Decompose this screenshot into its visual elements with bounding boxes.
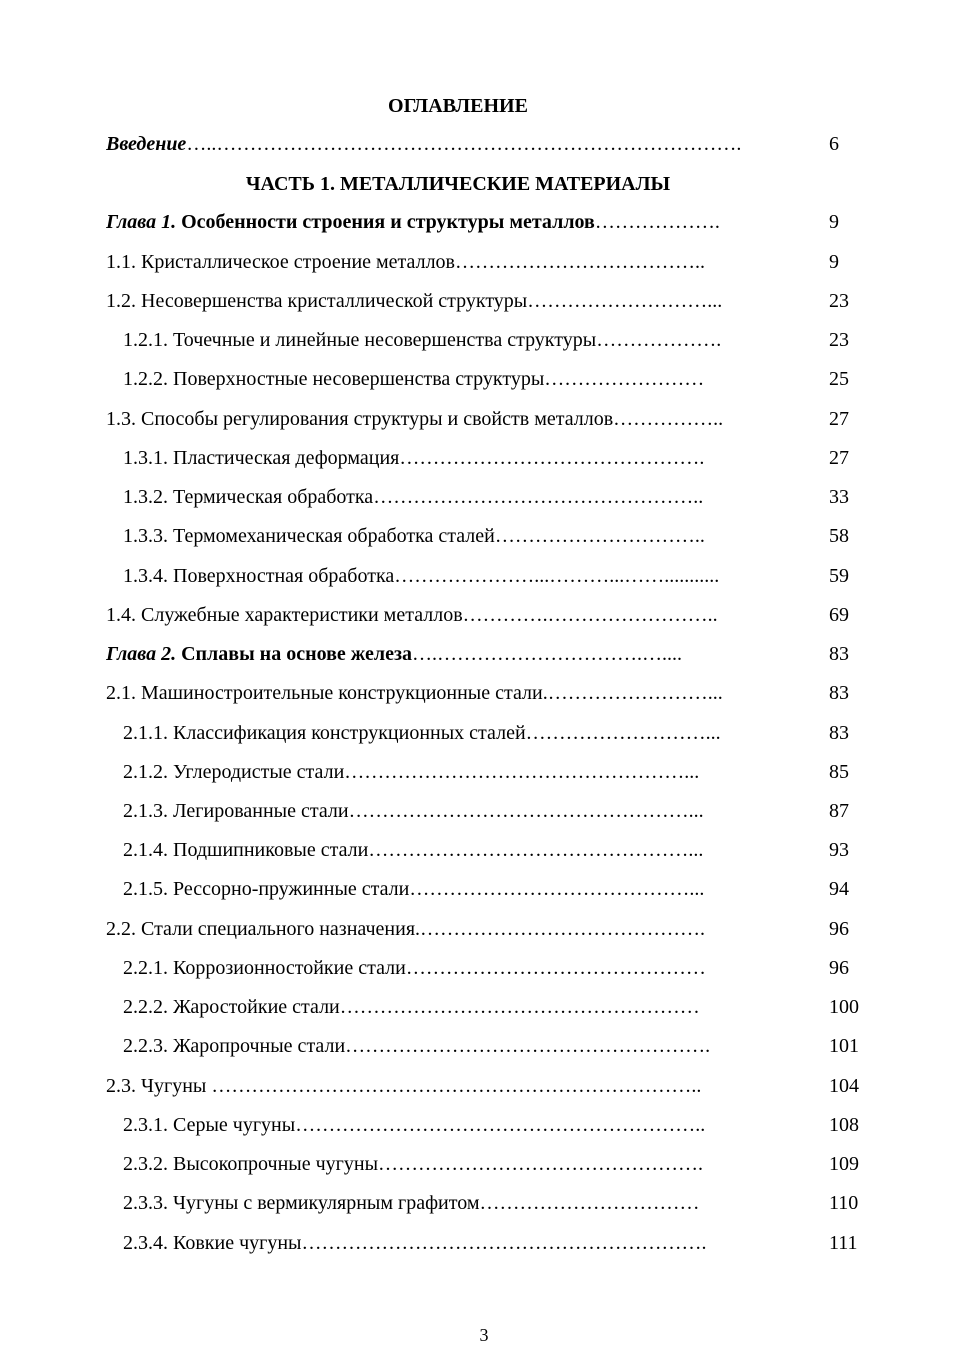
toc-entry-page: 93 — [829, 839, 849, 861]
toc-entry-page: 83 — [829, 682, 849, 704]
toc-entry[interactable] — [123, 955, 866, 981]
toc-entry-label: 2.3.1. Серые чугуны — [123, 1114, 296, 1136]
toc-entry[interactable] — [123, 876, 866, 902]
toc-entry-page: 33 — [829, 486, 849, 508]
toc-entry-page: 69 — [829, 604, 849, 626]
toc-entry-dots: ……………………………………………... — [344, 761, 700, 783]
toc-entry-page: 23 — [829, 329, 849, 351]
toc-entry-page: 85 — [829, 761, 849, 783]
toc-entry-label: 2.2. Стали специального назначения. — [106, 918, 421, 940]
toc-entry-dots: ….………………………….….... — [412, 643, 683, 665]
toc-entry-dots: …………………………………………………….. — [295, 1114, 706, 1136]
toc-entry-dots: ………………. — [596, 329, 722, 351]
toc-entry-label: 1.2.2. Поверхностные несовершенства структуры — [123, 368, 545, 390]
toc-entry-dots: ……………………………………... — [409, 878, 705, 900]
toc-entry-dots: ………………………………………….. — [373, 486, 704, 508]
toc-entry[interactable] — [106, 249, 866, 275]
toc-entry[interactable] — [123, 366, 866, 392]
toc-entry-label: 2.1. Машиностроительные конструкционные стали. — [106, 682, 548, 704]
toc-entry-page: 59 — [829, 565, 849, 587]
toc-entry-dots: ……………………………………………… — [339, 996, 700, 1018]
toc-entry-page: 108 — [829, 1114, 859, 1136]
toc-entry-page: 27 — [829, 447, 849, 469]
toc-entry[interactable] — [123, 1033, 866, 1059]
toc-entry-label: 2.3.4. Ковкие чугуны — [123, 1232, 302, 1254]
toc-entry-page: 9 — [829, 211, 839, 233]
toc-entry-dots: ………….…………………….. — [462, 604, 718, 626]
toc-entry-label: 1.2.1. Точечные и линейные несовершенства структуры — [123, 329, 597, 351]
toc-entry-dots: ………………………... — [525, 722, 721, 744]
toc-entry-page: 23 — [829, 290, 849, 312]
toc-entry-dots: …………………… — [544, 368, 705, 390]
toc-entry-label: Введение — [106, 133, 187, 155]
toc-entry-page: 96 — [829, 918, 849, 940]
toc-entry-dots: ……………………... — [547, 682, 723, 704]
toc-entry-dots: …………….. — [613, 408, 724, 430]
toc-entry-page: 6 — [829, 133, 839, 155]
toc-entry-page: 83 — [829, 643, 849, 665]
toc-entry-page: 9 — [829, 251, 839, 273]
toc-entry[interactable] — [106, 1073, 866, 1099]
toc-entry-label: 1.3.2. Термическая обработка — [123, 486, 374, 508]
toc-entry[interactable] — [106, 288, 866, 314]
toc-entry-label: 2.1.3. Легированные стали — [123, 800, 349, 822]
toc-entry-intro[interactable] — [106, 131, 866, 157]
toc-entry-label: 2.2.2. Жаростойкие стали — [123, 996, 340, 1018]
toc-entry[interactable] — [106, 916, 866, 942]
toc-entry-dots: ……………………………………………………………….. — [211, 1075, 702, 1097]
toc-entry-chapter-1[interactable] — [106, 209, 866, 235]
toc-entry-label: Сплавы на основе железа — [176, 643, 413, 665]
toc-entry[interactable] — [123, 445, 866, 471]
toc-entry-page: 111 — [829, 1232, 858, 1254]
toc-entry[interactable] — [123, 798, 866, 824]
toc-entry-label: 2.1.1. Классификация конструкционных сталей — [123, 722, 526, 744]
part-title: ЧАСТЬ 1. МЕТАЛЛИЧЕСКИЕ МАТЕРИАЛЫ — [245, 173, 671, 195]
toc-entry[interactable] — [123, 994, 866, 1020]
toc-entry-label: 1.3.4. Поверхностная обработка — [123, 565, 395, 587]
toc-entry-label: 2.2.3. Жаропрочные стали — [123, 1035, 346, 1057]
toc-entry-dots: …..……………………………………………………………………. — [186, 133, 742, 155]
toc-entry[interactable] — [123, 563, 866, 589]
toc-entry-dots: …………………………………………. — [378, 1153, 704, 1175]
toc-entry-dots: ………………………………………………. — [345, 1035, 711, 1057]
toc-entry[interactable] — [106, 680, 866, 706]
toc-entry-label: 1.3.3. Термомеханическая обработка сталей — [123, 525, 495, 547]
toc-entry-prefix: Глава 2. — [106, 643, 177, 665]
toc-entry-label: 2.1.5. Рессорно-пружинные стали — [123, 878, 410, 900]
toc-entry-dots: …………………………………………... — [368, 839, 704, 861]
toc-entry[interactable] — [123, 523, 866, 549]
page-number: 3 — [479, 1325, 489, 1345]
page-title: ОГЛАВЛЕНИЕ — [388, 95, 528, 117]
toc-entry-page: 94 — [829, 878, 849, 900]
toc-entry-page: 27 — [829, 408, 849, 430]
toc-entry[interactable] — [123, 484, 866, 510]
toc-entry-label: 2.1.4. Подшипниковые стали — [123, 839, 369, 861]
toc-entry[interactable] — [123, 720, 866, 746]
toc-entry-dots: ………………………………………. — [399, 447, 705, 469]
toc-entry[interactable] — [106, 602, 866, 628]
toc-entry-prefix: Глава 1. — [106, 211, 177, 233]
toc-entry-label: 1.3.1. Пластическая деформация — [123, 447, 400, 469]
toc-entry-dots: …………………………… — [479, 1192, 700, 1214]
toc-entry-label: 1.4. Служебные характеристики металлов — [106, 604, 463, 626]
toc-entry-dots: ………………………….. — [494, 525, 705, 547]
toc-entry[interactable] — [123, 327, 866, 353]
toc-entry-label: 1.2. Несовершенства кристаллической структуры — [106, 290, 528, 312]
toc-entry-label: 1.3. Способы регулирования структуры и свойств металлов — [106, 408, 614, 430]
toc-entry-dots: ……………………………………… — [405, 957, 706, 979]
toc-entry-label: 1.1. Кристаллическое строение металлов — [106, 251, 455, 273]
toc-entry[interactable] — [123, 1190, 866, 1216]
toc-entry[interactable] — [123, 1112, 866, 1138]
toc-entry-dots: ………………. — [594, 211, 720, 233]
toc-entry[interactable] — [123, 759, 866, 785]
toc-entry-dots: ……………………………….. — [455, 251, 705, 273]
toc-entry-page: 83 — [829, 722, 849, 744]
toc-entry-chapter-2[interactable] — [106, 641, 866, 667]
toc-entry-label: 2.3.3. Чугуны с вермикулярным графитом — [123, 1192, 480, 1214]
toc-entry[interactable] — [123, 1230, 866, 1256]
toc-entry-page: 96 — [829, 957, 849, 979]
toc-entry-dots: …………………...………...……........... — [394, 565, 720, 587]
toc-entry-dots: ……………………………………………………. — [301, 1232, 707, 1254]
toc-entry-dots: ………………………... — [527, 290, 723, 312]
toc-entry[interactable] — [106, 406, 866, 432]
toc-entry-label: 2.3. Чугуны — [106, 1075, 212, 1097]
toc-entry-page: 109 — [829, 1153, 859, 1175]
toc-entry-page: 58 — [829, 525, 849, 547]
toc-entry-dots: ……………………………………. — [420, 918, 706, 940]
toc-entry[interactable] — [123, 1151, 866, 1177]
toc-entry-page: 101 — [829, 1035, 859, 1057]
toc-entry-page: 104 — [829, 1075, 859, 1097]
toc-entry-label: 2.2.1. Коррозионностойкие стали — [123, 957, 406, 979]
toc-entry[interactable] — [123, 837, 866, 863]
toc-entry-label: 2.3.2. Высокопрочные чугуны — [123, 1153, 379, 1175]
toc-entry-page: 25 — [829, 368, 849, 390]
toc-entry-label: 2.1.2. Углеродистые стали — [123, 761, 345, 783]
toc-entry-page: 110 — [829, 1192, 859, 1214]
toc-entry-page: 100 — [829, 996, 859, 1018]
toc-entry-page: 87 — [829, 800, 849, 822]
toc-entry-dots: ……………………………………………... — [348, 800, 704, 822]
toc-entry-label: Особенности строения и структуры металлов — [176, 211, 595, 233]
